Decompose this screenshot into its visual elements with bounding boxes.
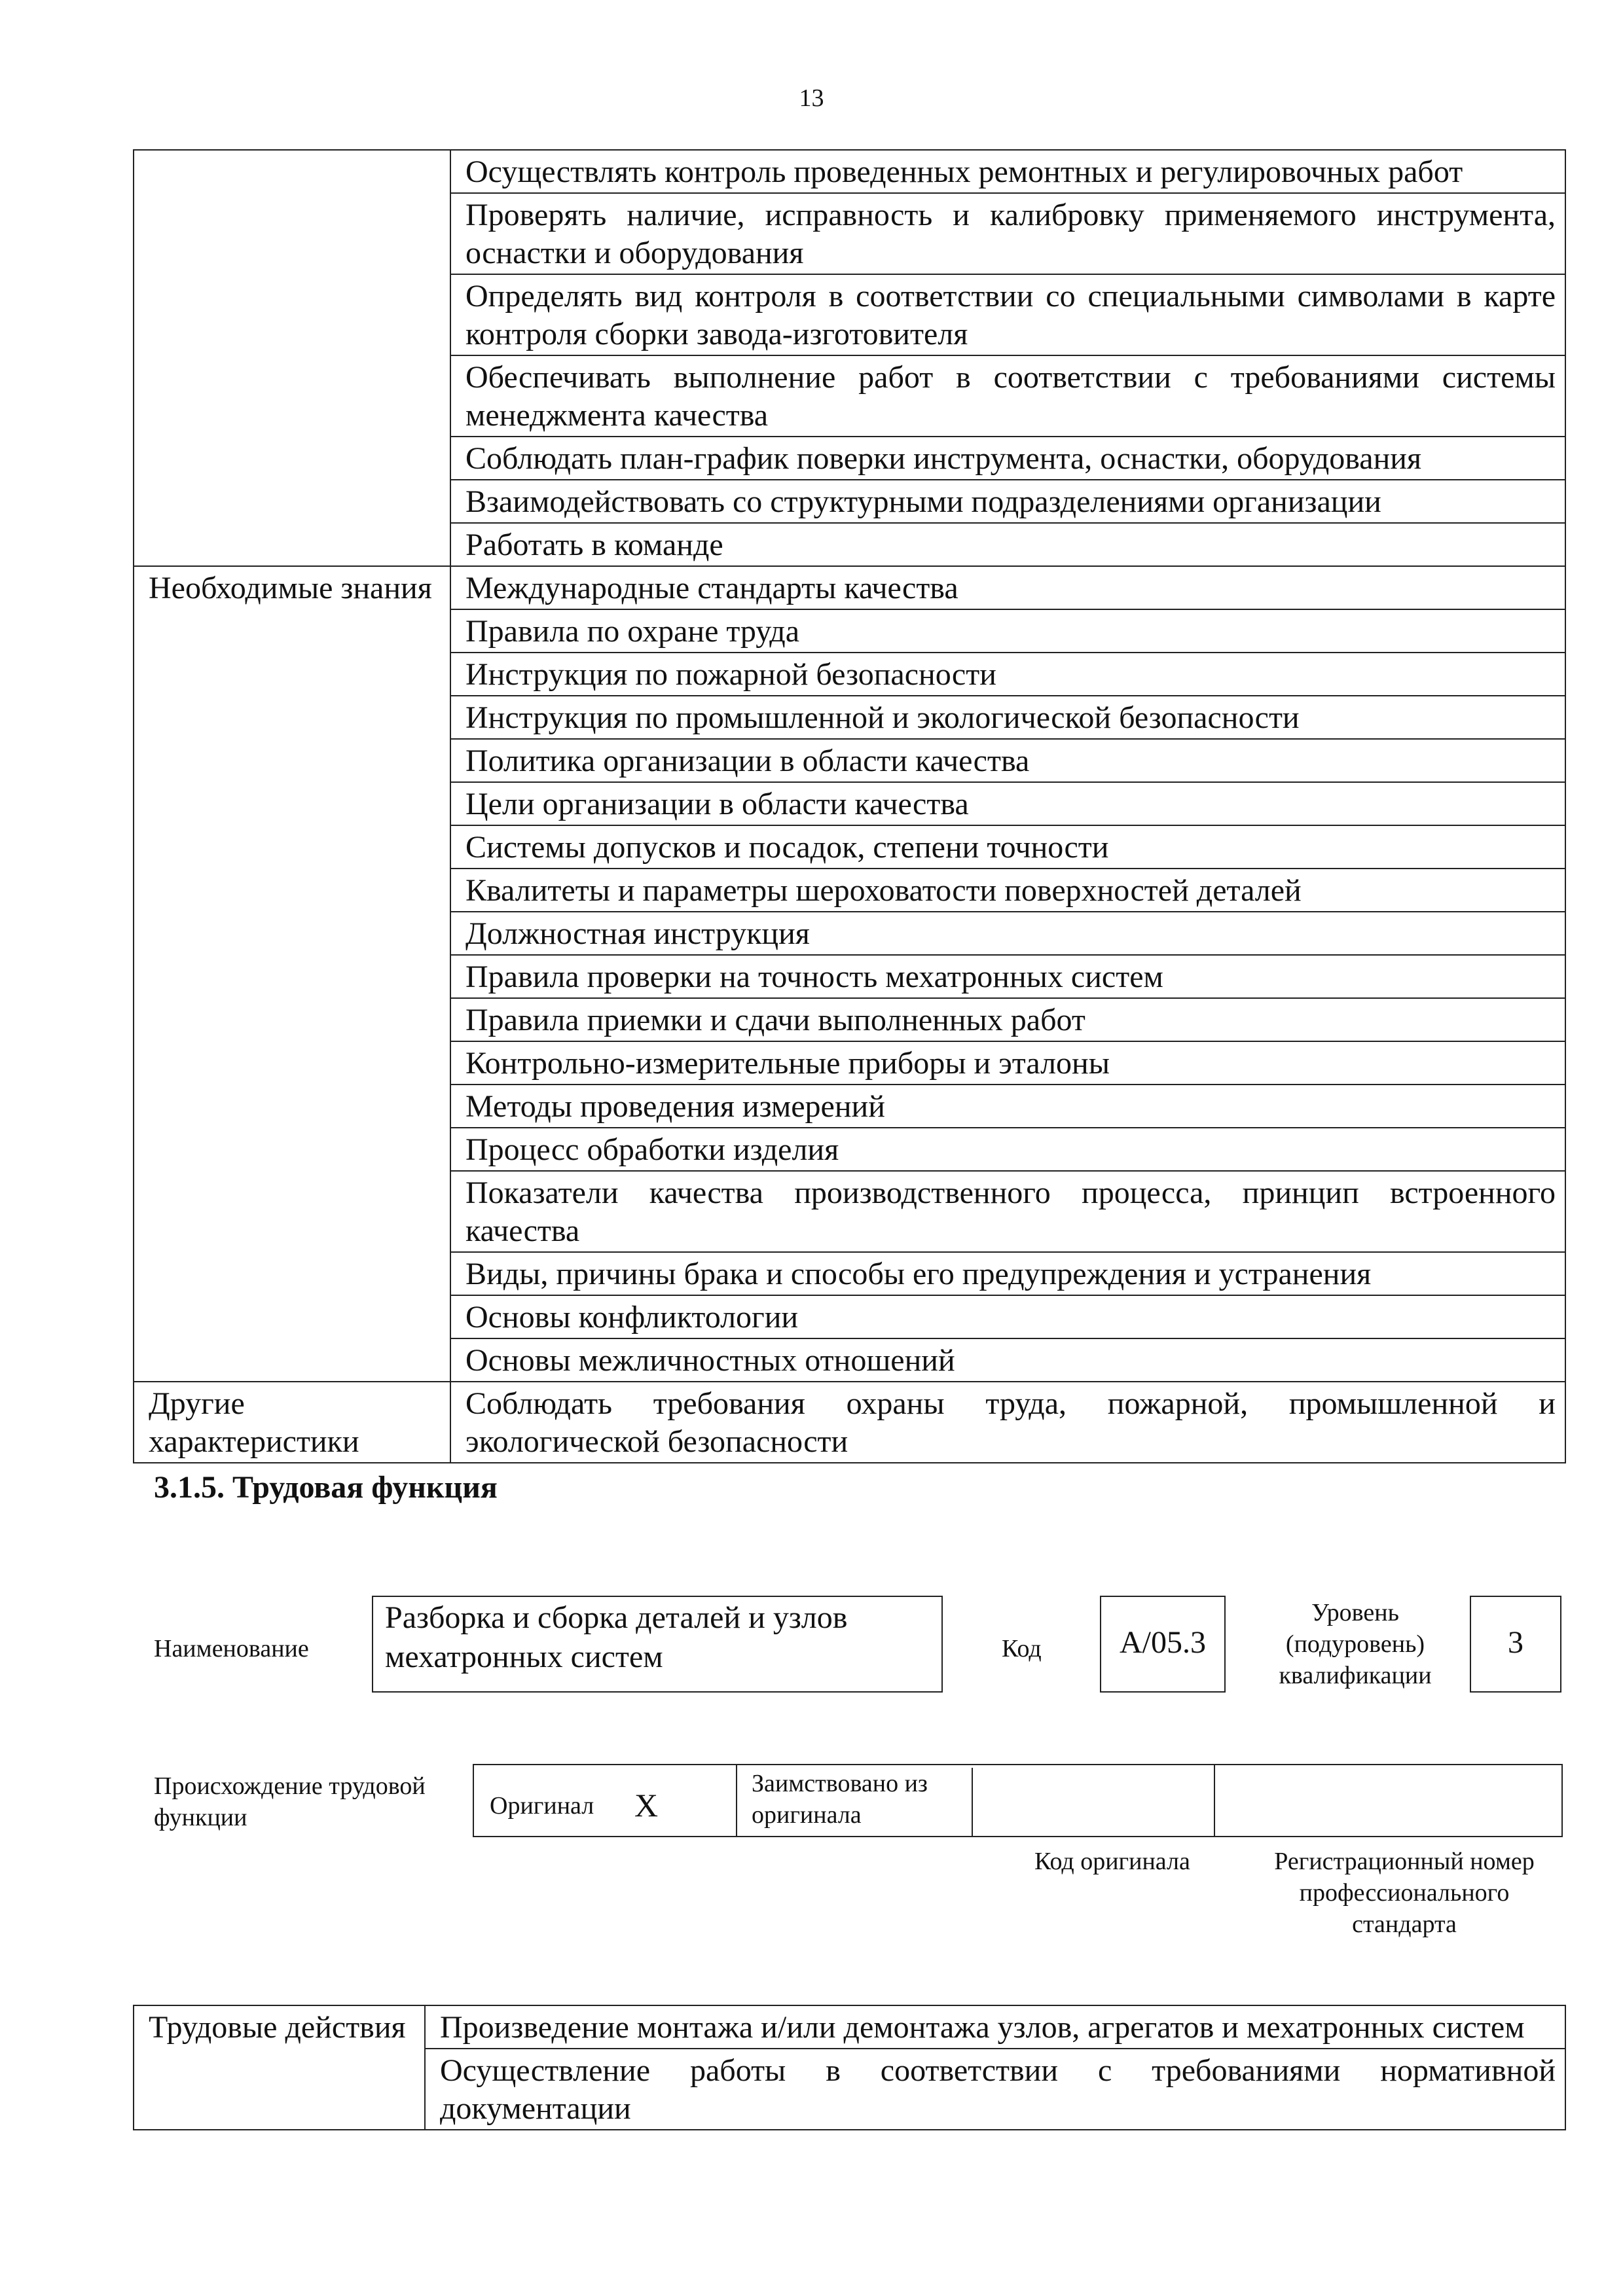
table-cell: Показатели качества производственного процесса, принцип встроенного качества [450,1171,1565,1252]
table-cell: Правила проверки на точность мехатронных систем [450,955,1565,998]
function-name-value: Разборка и сборка деталей и узлов мехатронных систем [385,1600,848,1674]
origin-label: Происхождение трудовой функции [154,1772,426,1831]
table-cell: Виды, причины брака и способы его предупреждения и устранения [450,1252,1565,1295]
code-original-label: Код оригинала [1034,1848,1190,1875]
table-cell: Обеспечивать выполнение работ в соответствии с требованиями системы менеджмента качества [450,355,1565,437]
table-cell: Квалитеты и параметры шероховатости поверхностей деталей [450,869,1565,912]
code-box [1100,1596,1226,1693]
table-cell: Системы допусков и посадок, степени точности [450,825,1565,869]
reg-number-cell [1215,1765,1563,1836]
table-cell: Определять вид контроля в соответствии со специальными символами в карте контроля сборки завода-изготовителя [450,274,1565,355]
table-cell: Основы конфликтологии [450,1295,1565,1338]
row-label [134,150,450,566]
code-label: Код [1002,1635,1042,1662]
original-label: Оригинал [490,1792,594,1820]
table-cell: Цели организации в области качества [450,782,1565,825]
origin-cell-original [474,1765,737,1836]
table-cell: Политика организации в области качества [450,739,1565,782]
table-cell: Инструкция по промышленной и экологической безопасности [450,696,1565,739]
original-mark: X [634,1787,659,1823]
table-cell: Правила по охране труда [450,609,1565,653]
row-label: Трудовые действия [134,2005,425,2130]
origin-table [473,1764,1563,1837]
level-label: Уровень (подуровень) квалификации [1279,1599,1432,1689]
borrowed-label: Заимствовано из оригинала [737,1768,973,1836]
table-cell: Соблюдать план-график поверки инструмента, оснастки, оборудования [450,437,1565,480]
table-cell: Основы межличностных отношений [450,1338,1565,1382]
level-value: 3 [1508,1625,1523,1660]
table-row [134,1382,1565,1463]
page-number: 13 [799,84,824,112]
skills-knowledge-table [133,149,1566,1463]
table-cell: Взаимодействовать со структурными подразделениями организации [450,480,1565,523]
reg-number-label: Регистрационный номер профессионального стандарта [1274,1848,1535,1938]
table-cell: Должностная инструкция [450,912,1565,955]
table-row [134,150,1565,193]
table-cell: Осуществление работы в соответствии с требованиями нормативной документации [425,2049,1565,2130]
code-original-cell [974,1765,1215,1836]
table-cell: Методы проведения измерений [450,1085,1565,1128]
table-cell: Международные стандарты качества [450,566,1565,609]
function-name-box [372,1596,943,1693]
table-cell: Осуществлять контроль проведенных ремонтных и регулировочных работ [450,150,1565,193]
table-row [134,2005,1565,2049]
name-label: Наименование [154,1635,309,1662]
table-cell: Процесс обработки изделия [450,1128,1565,1171]
table-cell: Работать в команде [450,523,1565,566]
table-cell: Контрольно-измерительные приборы и эталоны [450,1041,1565,1085]
table-cell: Соблюдать требования охраны труда, пожарной, промышленной и экологической безопасности [450,1382,1565,1463]
code-value: А/05.3 [1120,1625,1206,1660]
labor-actions-table [133,2005,1566,2130]
section-heading: 3.1.5. Трудовая функция [154,1470,498,1505]
table-cell: Произведение монтажа и/или демонтажа узлов, агрегатов и мехатронных систем [425,2005,1565,2049]
table-cell: Инструкция по пожарной безопасности [450,653,1565,696]
table-cell: Проверять наличие, исправность и калибровку применяемого инструмента, оснастки и оборудования [450,193,1565,274]
table-row [134,566,1565,609]
table-cell: Правила приемки и сдачи выполненных работ [450,998,1565,1041]
row-label: Необходимые знания [134,566,450,1382]
level-box [1470,1596,1561,1693]
row-label: Другие характеристики [134,1382,450,1463]
